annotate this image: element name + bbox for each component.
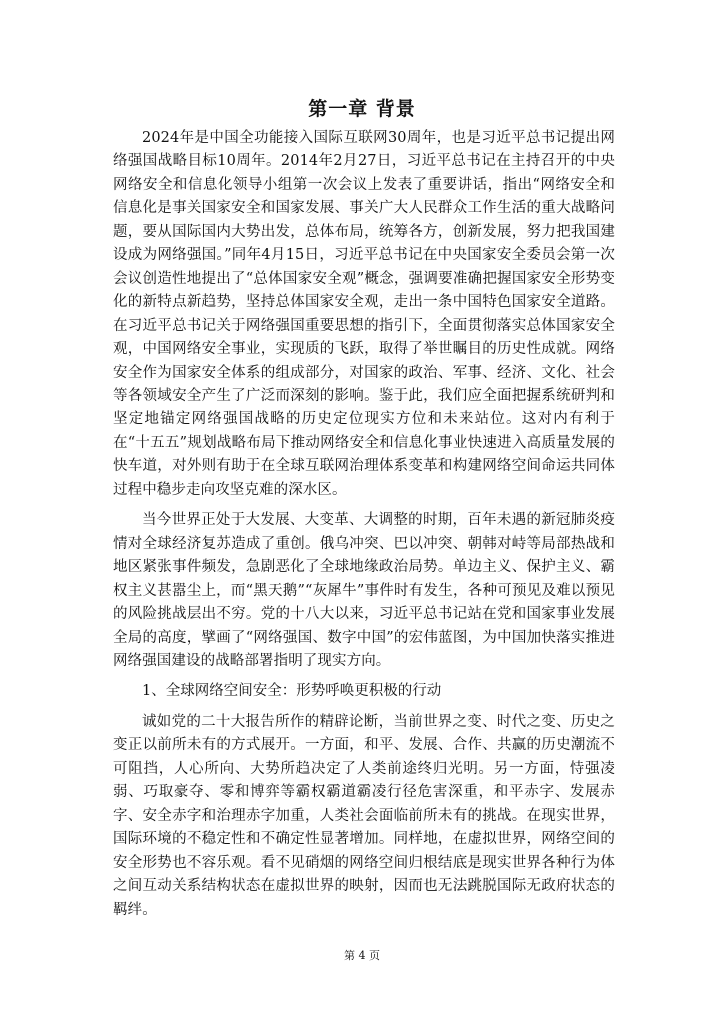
section-heading: 1、全球网络空间安全：形势呼唤更积极的行动 <box>142 683 442 700</box>
page-number: 第 4 页 <box>344 949 380 962</box>
paragraph-world-situation: 当今世界正处于大发展、大变革、大调整的时期，百年未遇的新冠肺炎疫情对全球经济复苏造成了重创。俄乌冲突、巴以冲突、朝韩对峙等局部热战和地区紧张事件频发，急剧恶化了全球地缘政治局势。单边主义、保护主义、霸权主义甚嚣尘上，而“黑天鹅”“灰犀牛”事件时有发生，各种可预见及难以预见的风险挑战层出不穷。党的十八大以来，习近平总书记站在党和国家事业发展全局的高度，擘画了“网络强国、数字中国”的宏伟蓝图，为中国加快落实推进网络强国建设的战略部署指明了现实方向。 <box>113 512 615 669</box>
paragraph-global-security: 诚如党的二十大报告所作的精辟论断，当前世界之变、时代之变、历史之变正以前所未有的方式展开。一方面，和平、发展、合作、共赢的历史潮流不可阻挡，人心所向、大势所趋决定了人类前途终归光明。另一方面，恃强凌弱、巧取豪夺、零和博弈等霸权霸道霸凌行径危害深重，和平赤字、发展赤字、安全赤字和治理赤字加重，人类社会面临前所未有的挑战。在现实世界，国际环境的不稳定性和不确定性显著增加。同样地，在虚拟世界，网络空间的安全形势也不容乐观。看不见硝烟的网络空间归根结底是现实世界各种行为体之间互动关系结构状态在虚拟世界的映射，因而也无法跳脱国际无政府状态的羁绊。 <box>113 713 615 918</box>
body-text <box>113 127 615 922</box>
chapter-title: 第一章 背景 <box>308 98 416 120</box>
paragraph-anniversary: 2024年是中国全功能接入国际互联网30周年，也是习近平总书记提出网络强国战略目标10周年。2014年2月27日，习近平总书记在主持召开的中央网络安全和信息化领导小组第一次会议上发表了重要讲话，指出“网络安全和信息化是事关国家安全和国家发展、事关广大人民群众工作生活的重大战略问题，要从国际国内大势出发，总体布局，统筹各方，创新发展，努力把我国建设成为网络强国。”同年4月15日，习近平总书记在中央国家安全委员会第一次会议创造性地提出了“总体国家安全观”概念，强调要准确把握国家安全形势变化的新特点新趋势，坚持总体国家安全观，走出一条中国特色国家安全道路。在习近平总书记关于网络强国重要思想的指引下，全面贯彻落实总体国家安全观，中国网络安全事业，实现质的飞跃，取得了举世瞩目的历史性成就。网络安全作为国家安全体系的组成部分，对国家的政治、军事、经济、文化、社会等各领域安全产生了广泛而深刻的影响。鉴于此，我们应全面把握系统研判和坚定地锚定网络强国战略的历史定位现实方位和未来站位。这对内有利于在“十五五”规划战略布局下推动网络安全和信息化事业快速进入高质量发展的快车道，对外则有助于在全球互联网治理体系变革和构建网络空间命运共同体过程中稳步走向攻坚克难的深水区。 <box>113 130 615 498</box>
